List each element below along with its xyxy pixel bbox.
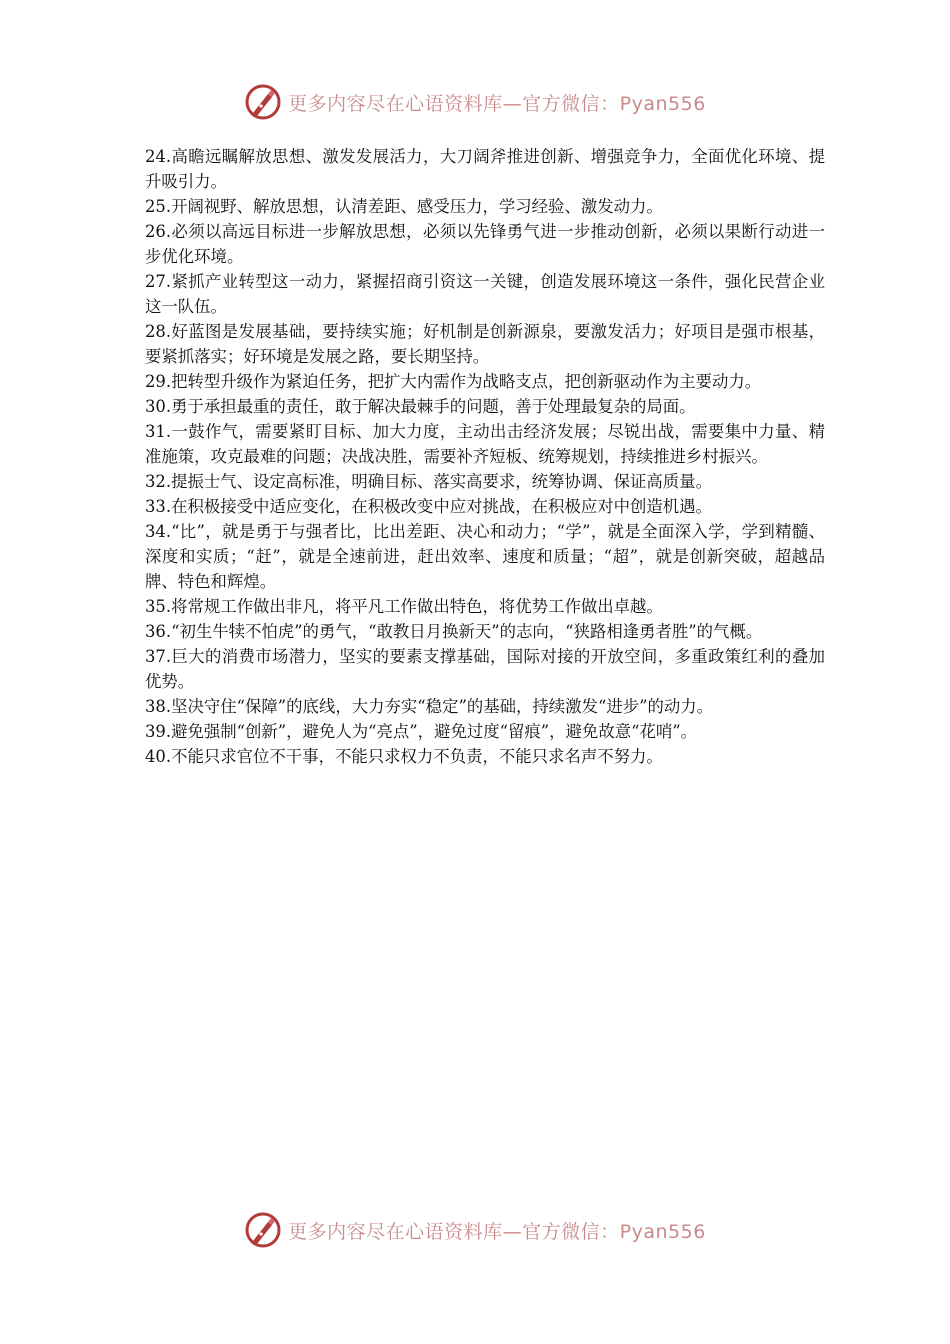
header-banner-text: 更多内容尽在心语资料库—官方微信：Pyan556 — [288, 92, 706, 115]
list-item: 35.将常规工作做出非凡，将平凡工作做出特色，将优势工作做出卓越。 — [145, 597, 663, 616]
footer-banner — [0, 1210, 950, 1250]
list-item: 36.“初生牛犊不怕虎”的勇气，“敢教日月换新天”的志向，“狭路相逢勇者胜”的气概。 — [145, 622, 763, 641]
list-item: 30.勇于承担最重的责任，敢于解决最棘手的问题，善于处理最复杂的局面。 — [145, 397, 696, 416]
list-item: 37.巨大的消费市场潜力，坚实的要素支撑基础，国际对接的开放空间，多重政策红利的叠加优势。 — [145, 647, 825, 691]
list-item: 26.必须以高远目标进一步解放思想，必须以先锋勇气进一步推动创新，必须以果断行动进一步优化环境。 — [145, 222, 825, 266]
list-item: 34.“比”，就是勇于与强者比，比出差距、决心和动力；“学”，就是全面深入学，学到精髓、深度和实质；“赶”，就是全速前进，赶出效率、速度和质量；“超”，就是创新突破，超越品牌、特色和辉煌。 — [145, 522, 825, 591]
list-item: 29.把转型升级作为紧迫任务，把扩大内需作为战略支点，把创新驱动作为主要动力。 — [145, 372, 762, 391]
list-item: 33.在积极接受中适应变化，在积极改变中应对挑战，在积极应对中创造机遇。 — [145, 497, 712, 516]
pen-nib-logo-icon — [244, 1211, 282, 1249]
list-item: 27.紧抓产业转型这一动力，紧握招商引资这一关键，创造发展环境这一条件，强化民营企业这一队伍。 — [145, 272, 825, 316]
header-banner — [0, 82, 950, 122]
footer-banner-text: 更多内容尽在心语资料库—官方微信：Pyan556 — [288, 1220, 706, 1243]
list-item: 32.提振士气、设定高标准，明确目标、落实高要求，统筹协调、保证高质量。 — [145, 472, 712, 491]
list-item: 25.开阔视野、解放思想，认清差距、感受压力，学习经验、激发动力。 — [145, 197, 663, 216]
list-item: 39.避免强制“创新”，避免人为“亮点”，避免过度“留痕”，避免故意“花哨”。 — [145, 722, 698, 741]
pen-nib-logo-icon — [244, 83, 282, 121]
list-item: 24.高瞻远瞩解放思想、激发发展活力，大刀阔斧推进创新、增强竞争力，全面优化环境、提升吸引力。 — [145, 147, 825, 191]
document-body — [145, 144, 825, 769]
list-item: 31.一鼓作气，需要紧盯目标、加大力度，主动出击经济发展；尽锐出战，需要集中力量、精准施策，攻克最难的问题；决战决胜，需要补齐短板、统筹规划，持续推进乡村振兴。 — [145, 422, 825, 466]
list-item: 40.不能只求官位不干事，不能只求权力不负责，不能只求名声不努力。 — [145, 747, 663, 766]
list-item: 28.好蓝图是发展基础，要持续实施；好机制是创新源泉，要激发活力；好项目是强市根基，要紧抓落实；好环境是发展之路，要长期坚持。 — [145, 322, 825, 366]
list-item: 38.坚决守住“保障”的底线，大力夯实“稳定”的基础，持续激发“进步”的动力。 — [145, 697, 714, 716]
